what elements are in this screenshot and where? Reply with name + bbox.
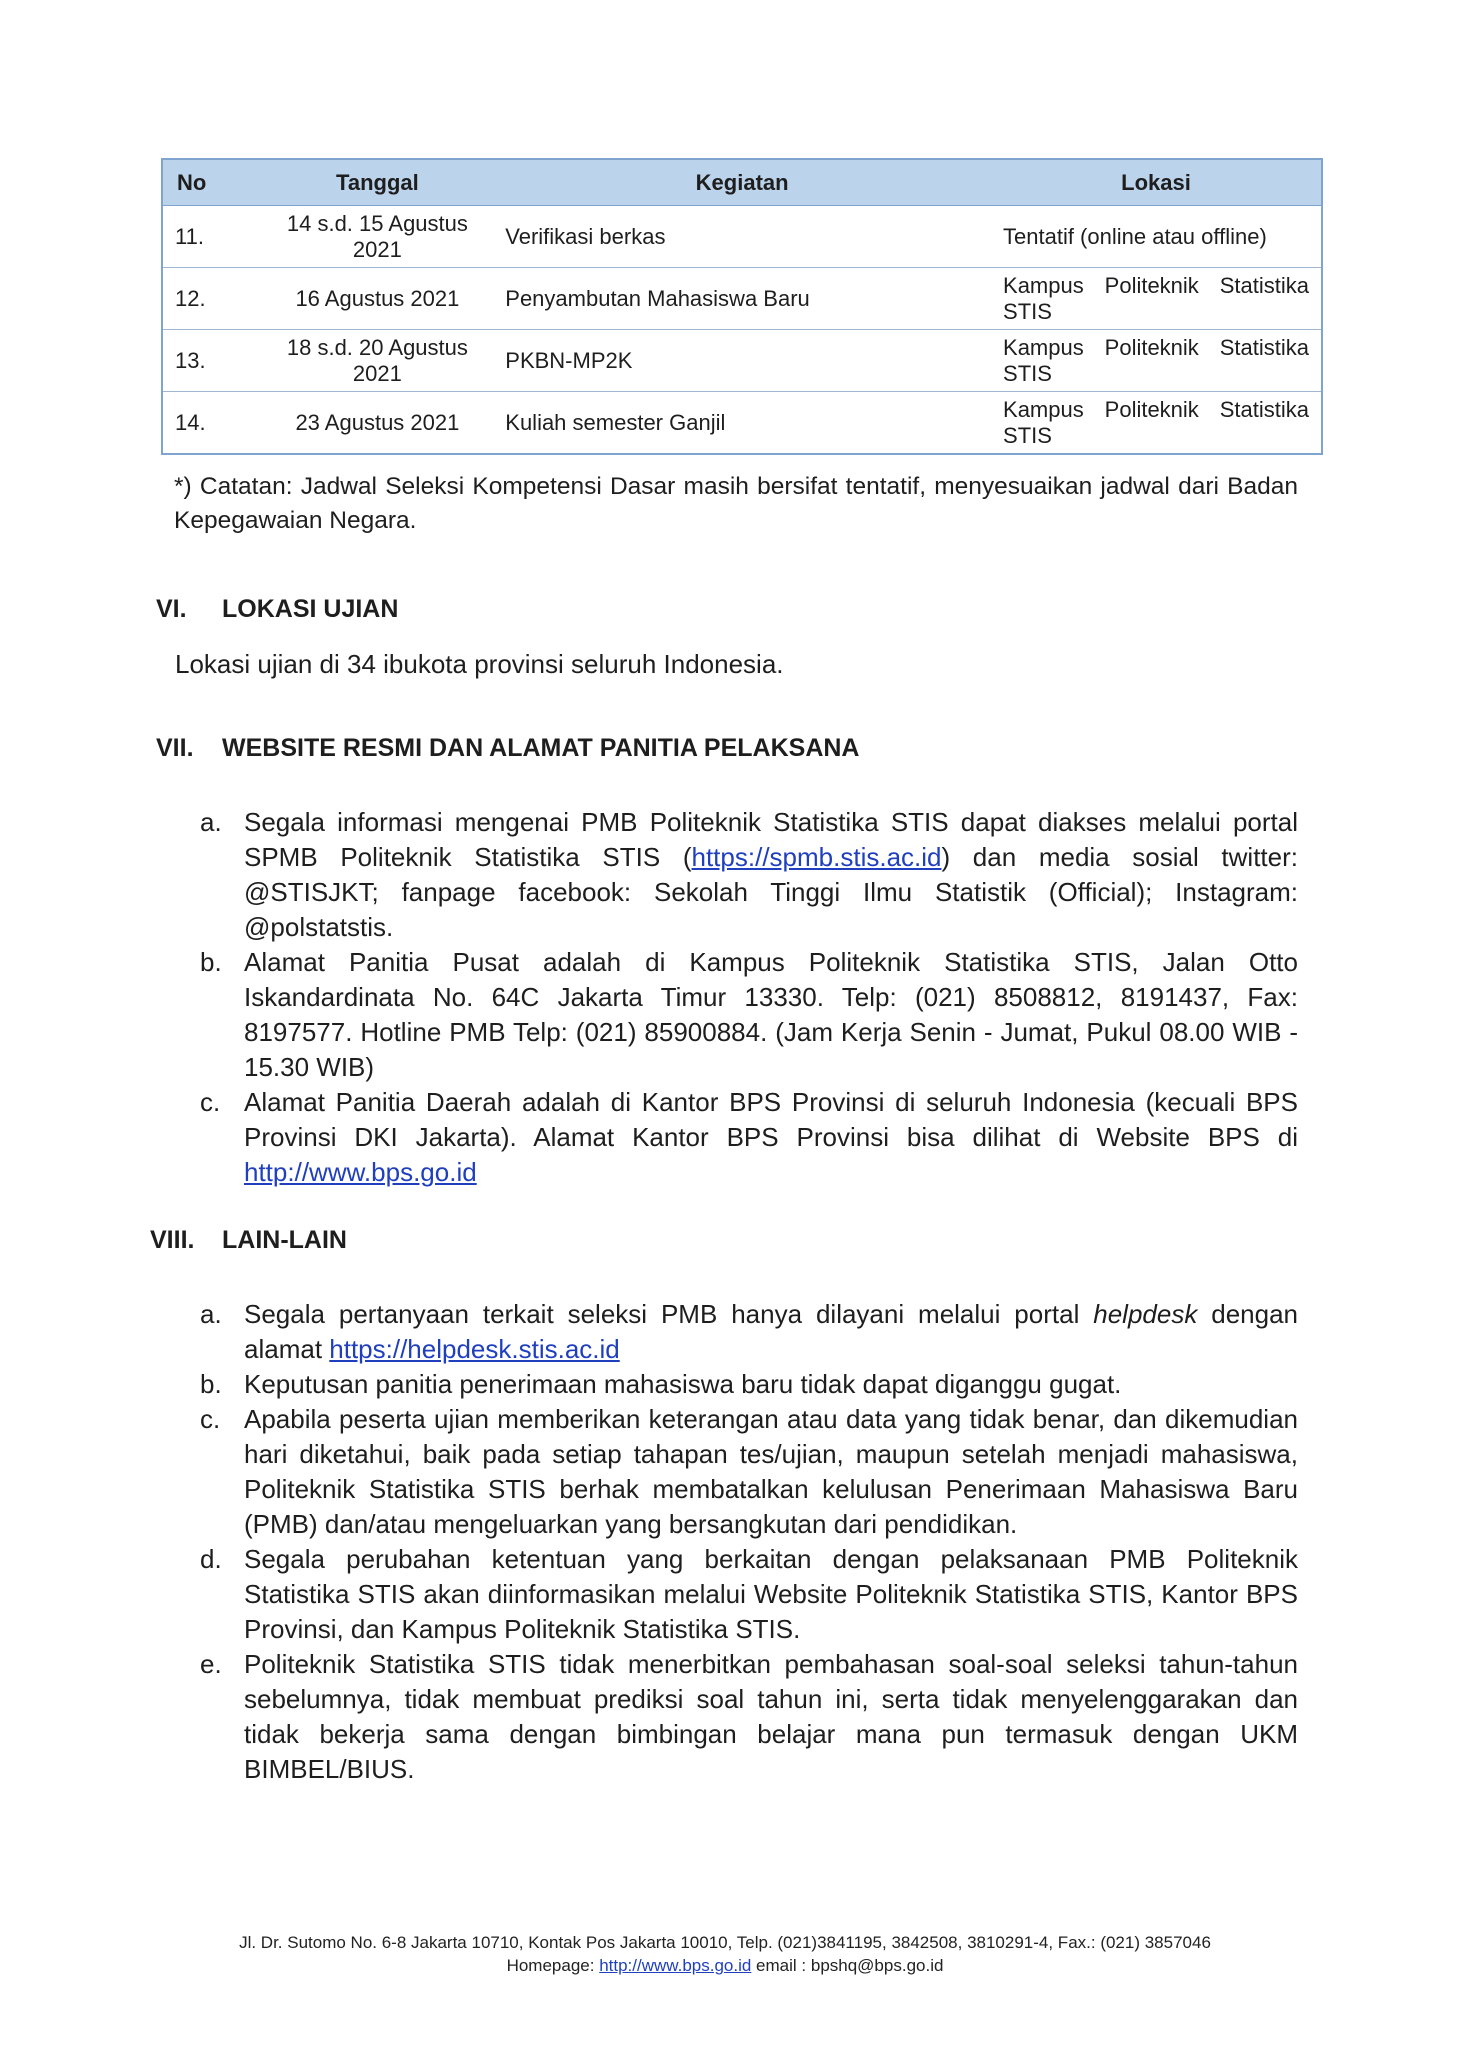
- row-date: 18 s.d. 20 Agustus 2021: [262, 330, 494, 392]
- list-marker: d.: [200, 1544, 222, 1574]
- section-title: WEBSITE RESMI DAN ALAMAT PANITIA PELAKSANA: [222, 734, 860, 762]
- row-activity: Kuliah semester Ganjil: [505, 409, 726, 435]
- row-activity: PKBN-MP2K: [493, 330, 991, 392]
- list-marker: b.: [200, 1369, 222, 1399]
- header-no: No: [162, 159, 262, 206]
- item-text: Politeknik Statistika STIS tidak menerbitkan pembahasan soal-soal seleksi tahun-tahun sebelumnya, tidak membuat prediksi soal tahun ini, serta tidak menyelenggarakan dan tidak bekerja sama dengan bimbingan belajar mana pun termasuk dengan UKM BIMBEL/BIUS.: [244, 1649, 1298, 1784]
- row-no: 11.: [162, 206, 262, 268]
- item-text: Segala informasi mengenai PMB Politeknik Statistika STIS dapat diakses melalui portal SPMB Politeknik Statistika STIS (: [244, 807, 1298, 872]
- helpdesk-emphasis: helpdesk: [1093, 1299, 1198, 1329]
- list-marker: c.: [200, 1087, 221, 1117]
- section-number: VII.: [156, 734, 194, 762]
- section-heading-lokasi-ujian: [156, 595, 398, 624]
- row-location: Kampus Politeknik Statistika STIS: [991, 268, 1322, 330]
- item-text: Apabila peserta ujian memberikan keterangan atau data yang tidak benar, dan dikemudian hari diketahui, baik pada setiap tahapan tes/ujian, maupun setelah menjadi mahasiswa, Politeknik Statistika STIS berhak membatalkan kelulusan Penerimaan Mahasiswa Baru (PMB) dan/atau mengeluarkan yang bersangkutan dari pendidikan.: [244, 1404, 1298, 1539]
- item-text: Keputusan panitia penerimaan mahasiswa baru tidak dapat diganggu gugat.: [244, 1369, 1122, 1399]
- footer-contact: [140, 1954, 1310, 1977]
- list-marker: a.: [200, 807, 222, 837]
- section-body: Lokasi ujian di 34 ibukota provinsi seluruh Indonesia.: [175, 649, 784, 679]
- item-text: Segala perubahan ketentuan yang berkaitan dengan pelaksanaan PMB Politeknik Statistika STIS akan diinformasikan melalui Website Politeknik Statistika STIS, Kantor BPS Provinsi, dan Kampus Politeknik Statistika STIS.: [244, 1544, 1298, 1644]
- table-row: [162, 392, 1322, 455]
- item-text: Alamat Panitia Pusat adalah di Kampus Politeknik Statistika STIS, Jalan Otto Iskandardinata No. 64C Jakarta Timur 13330. Telp: (021) 8508812, 8191437, Fax: 8197577. Hotline PMB Telp: (021) 85900884. (Jam Kerja Senin - Jumat, Pukul 08.00 WIB - 15.30 WIB): [244, 947, 1298, 1082]
- row-date: 23 Agustus 2021: [295, 409, 460, 435]
- row-location: Kampus Politeknik Statistika STIS: [991, 330, 1322, 392]
- row-date: 14 s.d. 15 Agustus 2021: [262, 206, 494, 268]
- section-heading-website: [156, 734, 860, 763]
- footer-email-label: email :: [751, 1956, 811, 1975]
- list-item: [200, 1542, 1298, 1647]
- item-text: dengan alamat: [244, 1299, 1298, 1364]
- table-header-row: [162, 159, 1322, 206]
- row-location: Tentatif (online atau offline): [991, 206, 1322, 268]
- row-activity: Penyambutan Mahasiswa Baru: [493, 268, 991, 330]
- list-item: [200, 1647, 1298, 1787]
- section-title: LAIN-LAIN: [222, 1226, 347, 1254]
- row-date: 16 Agustus 2021: [262, 268, 494, 330]
- row-location: Kampus Politeknik Statistika STIS: [1003, 396, 1309, 448]
- table-row: [162, 206, 1322, 268]
- list-item: [200, 1367, 1298, 1402]
- list-item: [200, 805, 1298, 945]
- footer-address: Jl. Dr. Sutomo No. 6-8 Jakarta 10710, Kontak Pos Jakarta 10010, Telp. (021)3841195, 3842508, 3810291-4, Fax.: (021) 3857046: [239, 1933, 1211, 1952]
- schedule-note: *) Catatan: Jadwal Seleksi Kompetensi Dasar masih bersifat tentatif, menyesuaikan jadwal dari Badan Kepegawaian Negara.: [174, 473, 1298, 534]
- header-date: Tanggal: [262, 159, 494, 206]
- row-activity: Verifikasi berkas: [493, 206, 991, 268]
- list-item: [200, 1297, 1298, 1367]
- section-title: LOKASI UJIAN: [222, 595, 399, 623]
- header-activity: Kegiatan: [493, 159, 991, 206]
- item-text: Segala pertanyaan terkait seleksi PMB hanya dilayani melalui portal: [244, 1299, 1094, 1329]
- item-text: ) dan media sosial twitter: @STISJKT; fanpage facebook: Sekolah Tinggi Ilmu Statistik (Official); Instagram: @polstatstis.: [244, 842, 1298, 942]
- header-location: Lokasi: [991, 159, 1322, 206]
- website-list: [200, 805, 1298, 1190]
- other-list: [200, 1297, 1298, 1787]
- footer-homepage-link[interactable]: http://www.bps.go.id: [599, 1956, 752, 1975]
- row-no: 13.: [162, 330, 262, 392]
- bps-link[interactable]: http://www.bps.go.id: [244, 1157, 477, 1187]
- row-no: 14.: [175, 409, 206, 435]
- helpdesk-link[interactable]: https://helpdesk.stis.ac.id: [329, 1334, 620, 1364]
- item-text: Alamat Panitia Daerah adalah di Kantor BPS Provinsi di seluruh Indonesia (kecuali BPS Provinsi DKI Jakarta). Alamat Kantor BPS Provinsi bisa dilihat di Website BPS di: [244, 1087, 1298, 1152]
- list-marker: c.: [200, 1404, 221, 1434]
- list-item: [200, 1402, 1298, 1542]
- list-marker: b.: [200, 947, 222, 977]
- section-number: VIII.: [150, 1226, 195, 1254]
- section-number: VI.: [156, 595, 187, 623]
- section-heading-lain-lain: [150, 1226, 347, 1255]
- list-marker: a.: [200, 1299, 222, 1329]
- page-footer: [140, 1931, 1310, 1977]
- list-item: [200, 945, 1298, 1085]
- table-row: [162, 268, 1322, 330]
- list-marker: e.: [200, 1649, 222, 1679]
- list-item: [200, 1085, 1298, 1190]
- row-no: 12.: [162, 268, 262, 330]
- spmb-link[interactable]: https://spmb.stis.ac.id: [691, 842, 942, 872]
- footer-email: bpshq@bps.go.id: [810, 1956, 944, 1975]
- footer-homepage-label: Homepage:: [506, 1956, 600, 1975]
- table-row: [162, 330, 1322, 392]
- schedule-table: [161, 158, 1323, 455]
